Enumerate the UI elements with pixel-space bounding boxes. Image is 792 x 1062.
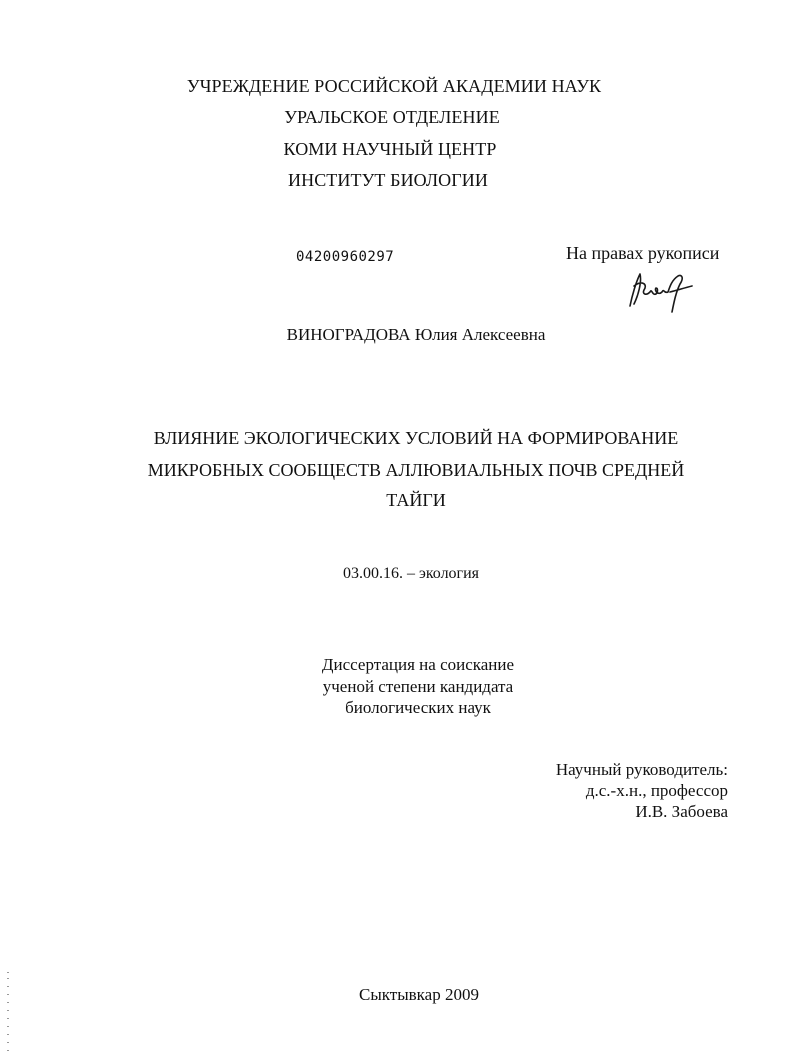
scan-edge-mark bbox=[7, 972, 9, 1056]
manuscript-rights-note: На правах рукописи bbox=[566, 243, 720, 263]
institution-line-branch: УРАЛЬСКОЕ ОТДЕЛЕНИЕ bbox=[284, 107, 500, 127]
institution-line-institute: ИНСТИТУТ БИОЛОГИИ bbox=[288, 170, 488, 190]
degree-line-3: биологических наук bbox=[345, 698, 491, 717]
specialty-code: 03.00.16. – экология bbox=[342, 565, 480, 582]
registration-number: 04200960297 bbox=[296, 249, 395, 265]
author-name: ВИНОГРАДОВА Юлия Алексеевна bbox=[286, 325, 546, 344]
advisor-heading: Научный руководитель: bbox=[555, 760, 728, 779]
degree-line-2: ученой степени кандидата bbox=[322, 677, 514, 696]
thesis-title-line-2: МИКРОБНЫХ СООБЩЕСТВ АЛЛЮВИАЛЬНЫХ ПОЧВ СРЕДНЕЙ bbox=[147, 460, 685, 480]
advisor-name: И.В. Забоева bbox=[635, 802, 728, 821]
institution-line-center: КОМИ НАУЧНЫЙ ЦЕНТР bbox=[283, 139, 497, 159]
institution-line-academy: УЧРЕЖДЕНИЕ РОССИЙСКОЙ АКАДЕМИИ НАУК bbox=[186, 76, 602, 96]
advisor-credentials: д.с.-х.н., профессор bbox=[585, 781, 728, 800]
place-and-year: Сыктывкар 2009 bbox=[359, 985, 479, 1004]
author-signature bbox=[622, 266, 702, 316]
thesis-title-line-1: ВЛИЯНИЕ ЭКОЛОГИЧЕСКИХ УСЛОВИЙ НА ФОРМИРОВАНИЕ bbox=[153, 428, 679, 448]
degree-line-1: Диссертация на соискание bbox=[321, 655, 515, 674]
thesis-title-line-3: ТАЙГИ bbox=[386, 490, 446, 510]
